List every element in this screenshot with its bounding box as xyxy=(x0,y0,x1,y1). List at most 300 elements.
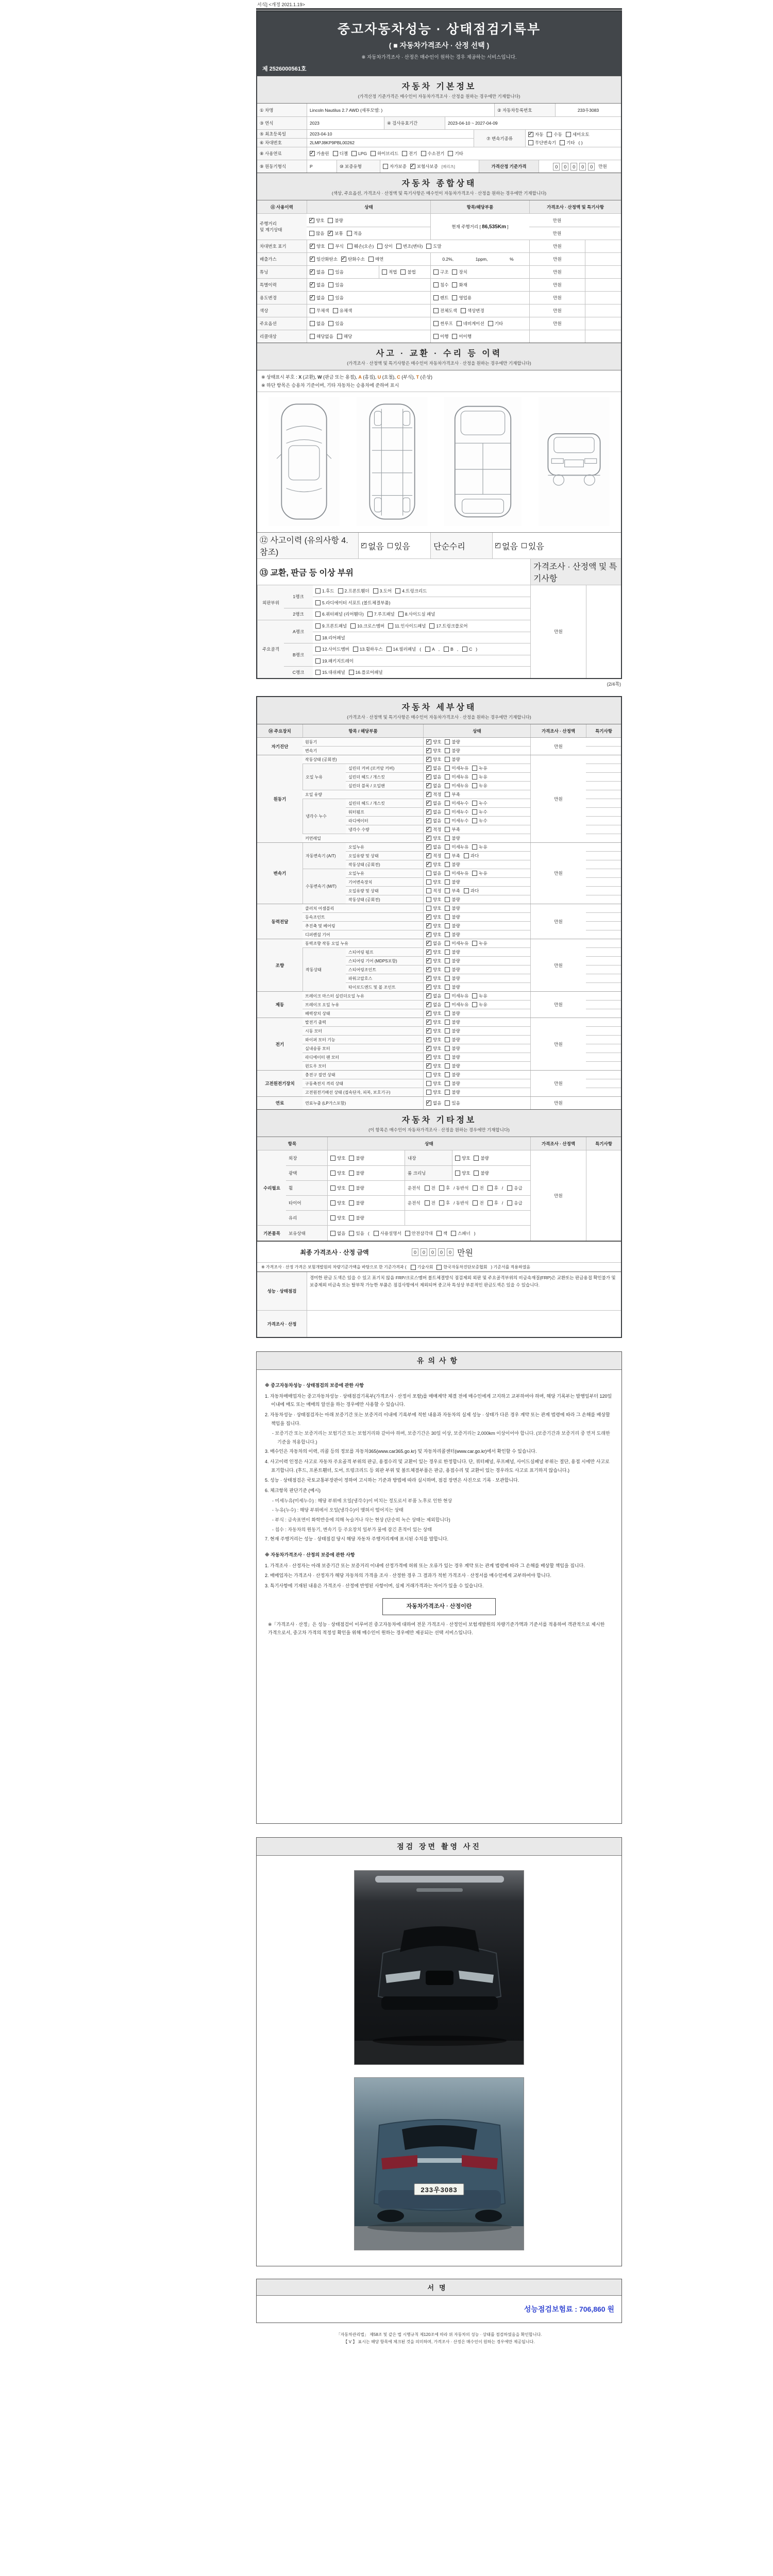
checkbox-option: 양호 xyxy=(330,1170,345,1176)
empty-box-icon xyxy=(433,334,439,339)
note-cell xyxy=(585,227,620,240)
accident-history-header xyxy=(257,343,621,370)
checkbox-option: 매연 xyxy=(368,256,383,262)
checkbox-option: 적음 xyxy=(347,230,362,236)
checkbox-option: 후 xyxy=(488,1185,498,1191)
empty-box-icon xyxy=(338,588,343,594)
legend-code: C (부식) xyxy=(397,375,414,380)
price-cell: 만원 xyxy=(530,992,586,1018)
inline-text: ※ 가격조사 · 산정 가격은 보험개발원의 차량기준가액을 바탕으로 한 기준가격과 ( xyxy=(261,1265,407,1269)
checked-box-icon xyxy=(310,269,315,275)
checked-box-icon xyxy=(426,827,431,832)
checked-box-icon xyxy=(309,218,314,223)
empty-box-icon xyxy=(445,906,450,911)
note-cell xyxy=(585,266,620,278)
overall-state-title: 자동차 종합상태 xyxy=(401,179,477,188)
price-digit: 0 xyxy=(438,1248,445,1256)
checkbox-option: 미세누유 xyxy=(445,783,468,789)
column-header: 상태 xyxy=(423,724,530,737)
status-cell xyxy=(423,974,530,982)
checkbox-option: 양호 xyxy=(455,1170,470,1176)
vehicle-diagram-top-view xyxy=(268,397,340,526)
checkbox-option: 후 xyxy=(488,1200,498,1206)
checkbox-option: 부족 xyxy=(445,853,460,859)
note-cell xyxy=(586,799,621,807)
checkbox-option: 부족 xyxy=(445,826,460,833)
table-row xyxy=(303,1088,530,1096)
empty-box-icon xyxy=(315,588,321,594)
empty-box-icon xyxy=(445,809,450,815)
checkbox-option: 누유 xyxy=(472,1002,487,1008)
checkbox-option: ✓ 없음 xyxy=(361,540,384,552)
empty-box-icon xyxy=(396,244,401,249)
empty-box-icon xyxy=(528,140,533,145)
checked-box-icon xyxy=(426,739,431,744)
notice-item: 7. 현재 주행거리는 성능 · 상태점검 당시 해당 자동차 주행거리계에 표시된 수치를 말합니다. xyxy=(265,1536,448,1542)
license-plate: 233우3083 xyxy=(414,2183,464,2195)
empty-box-icon xyxy=(383,164,388,169)
table-row xyxy=(257,129,621,147)
table-row xyxy=(257,240,621,252)
table-row xyxy=(303,930,530,939)
checkbox-option: ✓ 없음 xyxy=(310,295,325,301)
checkbox-option: 많음 xyxy=(309,230,324,236)
price-cell: 만원 xyxy=(530,738,586,755)
device-section xyxy=(257,737,621,755)
checked-box-icon xyxy=(426,1028,431,1033)
status-cell xyxy=(307,253,430,265)
checkbox-option: ✓ 양호 xyxy=(426,748,441,754)
checked-box-icon xyxy=(426,862,431,867)
opinion-label: 가격조사 · 산정 xyxy=(257,1311,307,1337)
legend-code: T (손상) xyxy=(416,375,433,380)
empty-box-icon xyxy=(330,1231,335,1236)
item-label: 오일 유량 xyxy=(303,790,423,799)
notice-subitem: - 침수 : 자동차의 원동기, 변속기 등 주요장치 일부가 물에 잠긴 흔적이 있는 상태 xyxy=(272,1527,432,1532)
empty-box-icon xyxy=(445,862,450,867)
checkbox-option: 3.도어 xyxy=(373,588,392,594)
status-cell xyxy=(423,825,530,834)
empty-box-icon xyxy=(445,1081,450,1086)
overall-state-table xyxy=(257,200,621,343)
rank-group xyxy=(257,585,530,620)
checked-box-icon xyxy=(426,1037,431,1042)
checkbox-option: 있음 xyxy=(328,282,343,288)
checkbox-option: 불량 xyxy=(445,756,460,762)
etc-info-note: (이 항목은 매수인이 자동차가격조사 · 산정을 원하는 경우에만 기재합니다) xyxy=(368,1127,510,1132)
empty-box-icon xyxy=(455,1156,460,1161)
checkbox-option: 불량 xyxy=(445,1045,460,1052)
device-label: 자기진단 xyxy=(257,738,303,755)
empty-box-icon xyxy=(464,853,469,858)
mileage-value: 현재 주행거리 [ 86,535Km ] xyxy=(430,214,529,240)
status-cell xyxy=(430,330,529,343)
model-year-value: 2023 xyxy=(307,117,384,129)
note-cell xyxy=(586,1150,621,1241)
empty-box-icon xyxy=(351,151,357,156)
table-row xyxy=(346,956,530,965)
empty-box-icon xyxy=(445,941,450,946)
table-row xyxy=(346,825,530,834)
empty-box-icon xyxy=(474,1171,479,1176)
checkbox-option: 미세누수 xyxy=(445,818,468,824)
checkbox-option: ✓ 양호 xyxy=(426,967,441,973)
status-cell xyxy=(327,1150,405,1165)
car-front-illustration xyxy=(355,1871,524,2065)
notice-title: 유의사항 xyxy=(257,1352,621,1370)
inline-text: ) 기준서를 적용하였음 xyxy=(491,1265,531,1269)
note-cell xyxy=(586,983,621,991)
empty-box-icon xyxy=(445,818,450,823)
checkbox-option: ✓ 없음 xyxy=(495,540,518,552)
item-label: 워터펌프 xyxy=(346,808,423,816)
checkbox-option: 세미오토 xyxy=(566,131,590,138)
note-cell xyxy=(586,930,621,939)
checkbox-option: ✓ 보험사보증 xyxy=(410,163,438,170)
empty-box-icon xyxy=(472,871,477,876)
item-label: 룸 크리닝 xyxy=(405,1166,452,1180)
item-label: 스티어링 기어 (MDPS포함) xyxy=(346,957,423,965)
checkbox-option: 4.트렁크리드 xyxy=(395,588,427,594)
item-label: 변속기 xyxy=(303,747,423,755)
empty-box-icon xyxy=(445,801,450,806)
checkbox-option: ✓ 양호 xyxy=(426,975,441,981)
checked-box-icon xyxy=(361,543,366,548)
checkbox-option: 누수 xyxy=(472,818,487,824)
row-label: 배출가스 xyxy=(257,253,307,265)
note-cell xyxy=(585,279,620,291)
notice-item: 3. 매수인은 자동차의 이력, 리콜 등의 정보를 자동차365(www.car365.go.kr) 및 자동차리콜센터(www.car.go.kr)에서 확인할 수 있습니다. xyxy=(265,1449,537,1454)
column-header: 가격조사 · 산정액 xyxy=(530,1137,586,1150)
empty-box-icon xyxy=(455,1171,460,1176)
empty-box-icon xyxy=(328,244,333,249)
checked-box-icon xyxy=(426,1002,431,1007)
table-row xyxy=(346,807,530,816)
empty-box-icon xyxy=(445,897,450,902)
fee-value: 706,860 원 xyxy=(579,2305,614,2313)
inline-text: , xyxy=(438,647,440,652)
checkbox-option: 10.크로스멤버 xyxy=(350,623,384,629)
checkbox-option: 1.후드 xyxy=(315,588,334,594)
item-label: 타이어 xyxy=(286,1196,327,1210)
checkbox-option: 15.대쉬패널 xyxy=(315,669,345,675)
table-row xyxy=(257,147,621,160)
rank-row xyxy=(284,643,530,666)
empty-box-icon xyxy=(421,151,426,156)
sub-group-label: 작동상태 xyxy=(303,948,346,991)
checked-box-icon xyxy=(426,967,431,972)
status-cell xyxy=(423,773,530,781)
item-label: 파워고압호스 xyxy=(346,974,423,982)
checkbox-option: ✓ 없음 xyxy=(426,818,441,824)
note-cell xyxy=(586,1053,621,1061)
checkbox-option: 양호 xyxy=(426,1080,441,1087)
status-cell xyxy=(307,266,379,278)
empty-box-icon xyxy=(448,151,453,156)
checkbox-option: ✓ 양호 xyxy=(426,861,441,868)
table-row xyxy=(257,160,621,173)
price-cell: 만원 xyxy=(529,253,585,265)
inline-text: 운전석 xyxy=(408,1200,421,1206)
price-cell: 만원 xyxy=(530,755,586,842)
status-cell xyxy=(423,738,530,746)
empty-box-icon xyxy=(374,1231,379,1236)
column-header: 가격조사 · 산정액 xyxy=(530,724,586,737)
row-label: 주행거리 및 계기상태 xyxy=(257,214,307,240)
empty-box-icon xyxy=(405,1231,410,1236)
price-cell xyxy=(529,330,585,343)
etc-group xyxy=(257,1225,530,1241)
table-row xyxy=(303,1000,530,1009)
status-cell xyxy=(423,1062,530,1070)
checkbox-option: 없음 xyxy=(426,870,441,876)
checkbox-option: ✓ 없음 xyxy=(426,1100,441,1106)
note-cell xyxy=(586,957,621,965)
note-cell xyxy=(586,817,621,825)
item-label: 라디에이터 xyxy=(346,817,423,825)
checkbox-option: 누유 xyxy=(472,940,487,946)
empty-box-icon xyxy=(445,1046,450,1051)
basic-info-header xyxy=(257,76,621,104)
empty-box-icon xyxy=(445,1055,450,1060)
empty-box-icon xyxy=(445,1028,450,1033)
checkbox-option: 전기 xyxy=(402,150,417,157)
empty-box-icon xyxy=(472,766,477,771)
empty-box-icon xyxy=(445,993,450,998)
block-page3 xyxy=(256,696,622,1338)
footer-line-2: 【 V 】 표시는 해당 항목에 체크된 것을 의미하며, 가격조사 · 산정은 매수인이 원하는 경우에만 제공됩니다. xyxy=(343,2340,535,2345)
checkbox-option: 해당 xyxy=(337,333,352,340)
checkbox-option: 무단변속기 xyxy=(528,140,556,146)
final-price-value xyxy=(412,1246,621,1258)
empty-box-icon xyxy=(395,588,400,594)
note-cell xyxy=(586,773,621,781)
checked-box-icon xyxy=(341,257,346,262)
checkbox-option: 불량 xyxy=(349,1215,364,1221)
price-cell: 만원 xyxy=(530,904,586,939)
checkbox-option: 훼손(오손) xyxy=(347,243,374,249)
row-label: ⑥ 차대번호 xyxy=(257,139,307,147)
item-label: 외장 xyxy=(286,1150,327,1165)
checkbox-option: 전 xyxy=(473,1185,483,1191)
empty-box-icon xyxy=(309,231,314,236)
price-digit: 0 xyxy=(588,163,595,171)
checkbox-option: ✓ 양호 xyxy=(426,739,441,745)
checkbox-option: 불량 xyxy=(445,905,460,911)
page-marker: (2/4쪽) xyxy=(607,682,621,687)
inline-text: ( xyxy=(419,647,422,652)
price-digit: 0 xyxy=(421,1248,427,1256)
inspection-period-value: 2023-04-10 ~ 2027-04-09 xyxy=(445,117,621,129)
table-row xyxy=(303,1079,530,1088)
empty-box-icon xyxy=(328,218,333,223)
note-cell xyxy=(586,834,621,842)
empty-box-icon xyxy=(426,888,431,893)
table-row xyxy=(346,974,530,982)
fuel-options xyxy=(307,147,621,160)
checked-box-icon xyxy=(426,958,431,963)
item-label: 타이로드엔드 및 볼 조인트 xyxy=(346,983,423,991)
transmission-options xyxy=(525,130,621,147)
status-cell xyxy=(379,266,430,278)
checkbox-option: 불량 xyxy=(445,861,460,868)
price-cell: 만원 xyxy=(530,585,586,678)
table-row xyxy=(303,904,530,912)
rank-items xyxy=(313,643,530,655)
price-cell: 만원 xyxy=(552,217,562,223)
rank-label: 2랭크 xyxy=(284,608,313,620)
table-row xyxy=(303,1061,530,1070)
status-cell xyxy=(423,790,530,799)
empty-box-icon xyxy=(445,836,450,841)
checkbox-option: ✓ 양호 xyxy=(426,835,441,841)
empty-box-icon xyxy=(474,1156,479,1161)
checkbox-option: 해당없음 xyxy=(310,333,333,340)
base-price-value xyxy=(539,160,621,173)
notice-subitem: - 보증기간 또는 보증거리는 보험기간 또는 보험거리와 같아야 하며, 보증기간은 30일 이상, 보증거리는 2,000km 이상이어야 합니다. (보증기간과 보증거리 중 먼저 도래한 기준을 적용합니다.) xyxy=(272,1431,610,1445)
checkbox-option: 응급 xyxy=(507,1200,522,1206)
table-row xyxy=(257,104,621,116)
checkbox-option: 양호 xyxy=(330,1215,345,1221)
price-appraisal-description: ※「가격조사 · 산정」은 성능 · 상태점검이 이루어진 중고자동차에 대하여 전문 가격조사 · 산정인이 보험개발원의 차량기준가액과 기준서를 적용하여 객관적으로 제시한 가격으로서, 중고차 가격의 적정성 확인을 위해 매수인이 원하는 경우에만 제공되는 선택 서비스입니다. xyxy=(268,1621,605,1636)
checkbox-option: 불량 xyxy=(445,949,460,955)
empty-box-icon xyxy=(310,334,315,339)
checkbox-option: 17.트렁크플로어 xyxy=(429,623,467,629)
device-section xyxy=(257,1070,621,1096)
item-label: 내장 xyxy=(405,1150,452,1165)
group-label: 수리필요 xyxy=(257,1150,286,1225)
inline-text: , xyxy=(457,647,459,652)
empty-box-icon xyxy=(452,282,457,287)
price-digit: 0 xyxy=(553,163,560,171)
checked-box-icon xyxy=(426,941,431,946)
rank-group xyxy=(257,620,530,678)
checked-box-icon xyxy=(426,836,431,841)
note-cell xyxy=(586,1097,621,1109)
item-label: 원동기 xyxy=(303,738,423,746)
item-label: 브레이크 오일 누유 xyxy=(303,1001,423,1009)
status-cell xyxy=(430,266,529,278)
item-label: 연료누출 (LP가스포함) xyxy=(303,1097,423,1109)
checkbox-option: 사용설명서 xyxy=(374,1230,401,1236)
checkbox-option: 미세누유 xyxy=(445,1002,468,1008)
notice-box xyxy=(256,1351,622,1824)
checkbox-option: ✓ 양호 xyxy=(426,958,441,964)
status-cell xyxy=(405,1196,530,1210)
checkbox-option: ✓ 없음 xyxy=(426,783,441,789)
note-cell xyxy=(586,992,621,1000)
status-cell xyxy=(423,965,530,974)
sub-group-label: 오일 누유 xyxy=(303,764,346,790)
checkbox-option: 양호 xyxy=(426,1089,441,1095)
checkbox-option: 불량 xyxy=(445,879,460,885)
checkbox-option: 없음 xyxy=(310,320,325,327)
basic-info-note: (가격산정 기준가격은 매수인이 자동차가격조사 · 산정을 원하는 경우에만 기재합니다) xyxy=(358,94,520,99)
device-section xyxy=(257,1018,621,1070)
empty-box-icon xyxy=(436,1231,442,1236)
checkbox-option: ✓ 없음 xyxy=(310,269,325,275)
table-row xyxy=(286,1180,530,1195)
table-row xyxy=(303,992,530,1000)
checked-box-icon xyxy=(528,132,533,137)
note-cell xyxy=(585,253,620,265)
checkbox-option: 불량 xyxy=(445,931,460,938)
checkbox-option: 미세누유 xyxy=(445,844,468,850)
empty-box-icon xyxy=(445,950,450,955)
notice-item: 1. 가격조사 · 산정자는 아래 보증기간 또는 보증거리 이내에 산정가격에 허위 또는 오류가 있는 경우 계약 또는 관계 법령에 따라 그 손해를 배상할 책임을 집니다. xyxy=(265,1563,585,1568)
checkbox-option: ✓ 적정 xyxy=(426,853,441,859)
checkbox-option: 13.휠하우스 xyxy=(353,646,383,652)
accident-summary-row xyxy=(257,532,621,558)
empty-box-icon xyxy=(473,1185,478,1191)
checkbox-option: 하이브리드 xyxy=(371,150,398,157)
footer-legal xyxy=(256,2331,622,2351)
table-row xyxy=(303,1053,530,1061)
device-section xyxy=(257,755,621,842)
empty-box-icon xyxy=(377,244,382,249)
price-digit: 0 xyxy=(562,163,568,171)
rank-label: 1랭크 xyxy=(284,585,313,608)
status-cell xyxy=(423,878,530,886)
status-cell xyxy=(327,1181,405,1195)
checkbox-option: 불량 xyxy=(445,748,460,754)
note-cell xyxy=(585,304,620,317)
footer-line-1: 「자동차관리법」 제58조 및 같은 법 시행규칙 제120조에 따라 위 자동차의 성능 · 상태를 점검하였음을 확인합니다. xyxy=(336,2332,542,2337)
checked-box-icon xyxy=(426,1100,431,1106)
checkbox-option: 불량 xyxy=(445,896,460,903)
empty-box-icon xyxy=(426,1081,431,1086)
checked-box-icon xyxy=(426,914,431,920)
status-cell xyxy=(423,1027,530,1035)
empty-box-icon xyxy=(333,308,338,313)
signature-body xyxy=(257,2296,621,2323)
table-row xyxy=(346,843,530,851)
inline-text: / 동반석 xyxy=(453,1200,469,1206)
price-cell: 만원 xyxy=(529,304,585,317)
checkbox-option: ✓ 없음 xyxy=(426,993,441,999)
state-code-legend xyxy=(257,370,621,392)
empty-box-icon xyxy=(452,269,457,275)
status-cell xyxy=(423,1071,530,1079)
item-label: 광택 xyxy=(286,1166,327,1180)
status-cell xyxy=(423,887,530,895)
checkbox-option: 16.플로어패널 xyxy=(349,669,383,675)
table-row xyxy=(303,790,530,799)
item-label: 라디에이터 팬 모터 xyxy=(303,1053,423,1061)
note-cell xyxy=(586,755,621,764)
checkbox-option: 불량 xyxy=(349,1155,364,1161)
checkbox-option: ✓ 양호 xyxy=(426,1019,441,1025)
empty-box-icon xyxy=(328,321,333,326)
inline-text: 1ppm, xyxy=(475,257,488,262)
checked-box-icon xyxy=(426,1020,431,1025)
table-row xyxy=(303,834,530,842)
checked-box-icon xyxy=(426,976,431,981)
empty-box-icon xyxy=(472,1002,477,1007)
empty-box-icon xyxy=(373,588,378,594)
status-cell xyxy=(423,852,530,860)
price-cell: 만원 xyxy=(529,266,585,278)
status-cell xyxy=(423,992,530,1000)
device-label: 전기 xyxy=(257,1018,303,1070)
table-row xyxy=(303,746,530,755)
checked-box-icon xyxy=(426,818,431,823)
note-cell xyxy=(586,1062,621,1070)
empty-box-icon xyxy=(433,321,439,326)
status-cell xyxy=(307,240,529,252)
status-cell xyxy=(430,279,529,291)
table-row xyxy=(346,851,530,860)
